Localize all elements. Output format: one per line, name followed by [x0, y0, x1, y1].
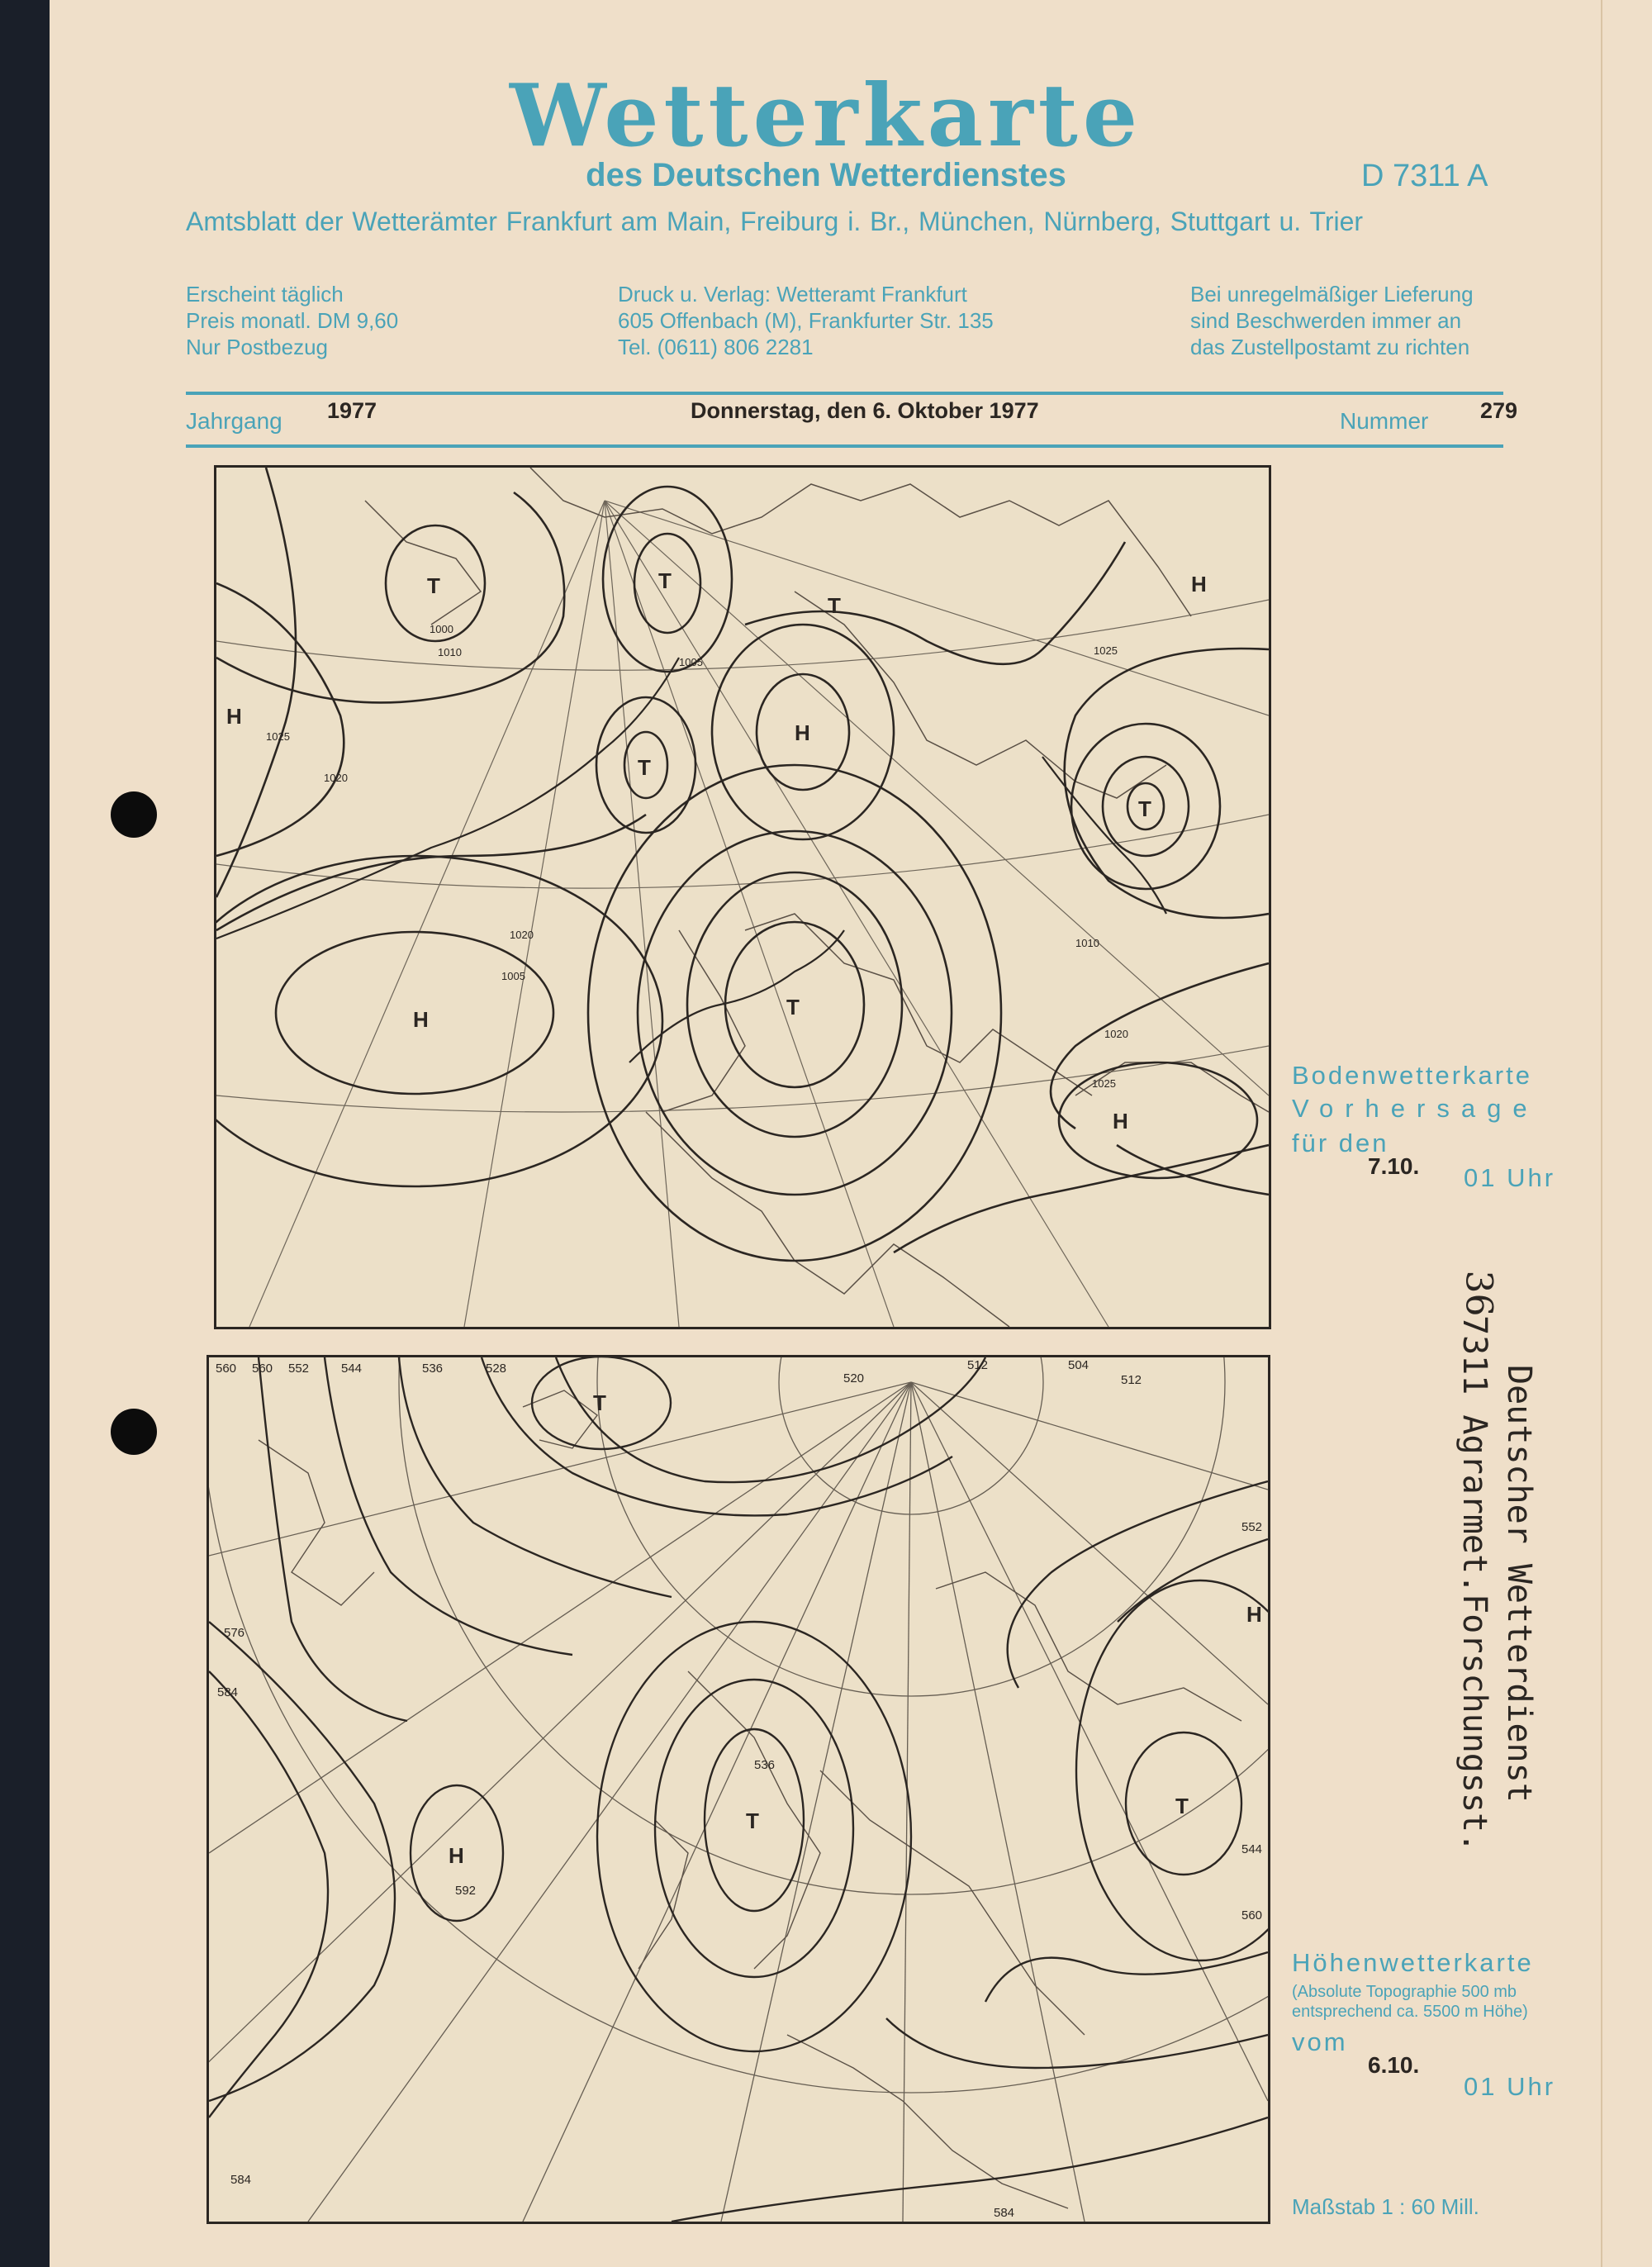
info-line: Erscheint täglich — [186, 282, 344, 307]
contour-label: 560 — [216, 1362, 237, 1376]
contour-label: 592 — [455, 1884, 477, 1898]
page-edge — [1601, 0, 1652, 2267]
info-right — [1190, 281, 1474, 360]
info-line: Druck u. Verlag: Wetteramt Frankfurt — [618, 282, 967, 307]
contour-label: 560 — [1241, 1908, 1263, 1922]
pressure-center-label: T — [427, 573, 440, 598]
pressure-center-label: H — [413, 1007, 429, 1032]
pressure-center-label: T — [1138, 796, 1151, 821]
punch-hole — [111, 1409, 157, 1455]
pressure-center-label: T — [638, 755, 651, 780]
publication-code: D 7311 A — [1361, 159, 1488, 193]
graticule — [209, 1357, 1268, 2222]
stamp-line: 7311 Agrarmet.Forschungsst. — [1455, 1315, 1493, 1853]
isobar-label: 1020 — [510, 929, 534, 941]
contour-label: 528 — [486, 1362, 507, 1376]
isobar-label: 1000 — [430, 623, 453, 635]
info-center — [618, 281, 994, 360]
stamp-line: Deutscher Wetterdienst — [1500, 1365, 1538, 1803]
info-line: Bei unregelmäßiger Lieferung — [1190, 282, 1474, 307]
isobars — [216, 468, 1269, 1261]
nummer-label: Nummer — [1340, 408, 1429, 434]
contour-label: 504 — [1068, 1358, 1089, 1372]
isobar-label: 1010 — [1075, 937, 1099, 949]
surface-map-forecast: Vorhersage — [1292, 1094, 1539, 1123]
surface-map-time: 01 Uhr — [1464, 1163, 1556, 1192]
pressure-center-label: T — [593, 1390, 606, 1415]
pressure-center-label: T — [746, 1808, 759, 1833]
info-line: Preis monatl. DM 9,60 — [186, 308, 399, 333]
contour-label: 512 — [1121, 1373, 1142, 1387]
contour-values — [216, 1358, 1262, 2220]
contour-label: 536 — [754, 1758, 776, 1772]
contour-label: 520 — [843, 1371, 865, 1385]
upper-map-note: (Absolute Topographie 500 mb — [1292, 1983, 1517, 2001]
graticule — [216, 501, 1269, 1327]
contour-label: 584 — [230, 2173, 252, 2187]
contour-label: 536 — [422, 1362, 444, 1376]
map-scale: Maßstab 1 : 60 Mill. — [1292, 2194, 1479, 2219]
surface-map-fur: für den — [1292, 1129, 1389, 1157]
amtsblatt-line: Amtsblatt der Wetterämter Frankfurt am Main, Freiburg i. Br., München, Nürnberg, Stuttgart u. Trier — [186, 207, 1364, 236]
isobar-label: 1020 — [1104, 1028, 1128, 1040]
surface-map-date: 7.10. — [1368, 1153, 1420, 1179]
info-line: Tel. (0611) 806 2281 — [618, 335, 814, 359]
upper-map-title: Höhenwetterkarte — [1292, 1948, 1534, 1977]
upper-map-date: 6.10. — [1368, 2052, 1420, 2078]
upper-map-note: entsprechend ca. 5500 m Höhe) — [1292, 2003, 1528, 2021]
pressure-center-label: H — [449, 1843, 464, 1868]
masthead-title: Wetterkarte — [510, 64, 1142, 166]
nummer-value: 279 — [1480, 398, 1518, 423]
pressure-center-labels — [226, 568, 1207, 1134]
contour-label: 560 — [252, 1362, 273, 1376]
binding-edge — [0, 0, 50, 2267]
contour-label: 552 — [1241, 1520, 1263, 1534]
pressure-center-label: H — [226, 704, 242, 729]
pressure-center-label: H — [1113, 1109, 1128, 1134]
surface-map-title: Bodenwetterkarte — [1292, 1061, 1532, 1090]
header-rule-bottom — [186, 444, 1503, 448]
contour-label: 544 — [1241, 1842, 1263, 1856]
isobar-label: 1025 — [1094, 644, 1118, 657]
pressure-center-label: T — [786, 995, 800, 1019]
pressure-center-label: T — [658, 568, 672, 593]
upper-map-drawing — [209, 1357, 1268, 2222]
jahrgang-label: Jahrgang — [186, 408, 282, 434]
jahrgang-value: 1977 — [327, 398, 377, 423]
header-rule-top — [186, 392, 1503, 395]
pressure-center-label: H — [1246, 1602, 1262, 1627]
info-line: sind Beschwerden immer an — [1190, 308, 1462, 333]
surface-weather-map — [214, 465, 1271, 1329]
pressure-center-label: H — [795, 720, 810, 745]
isobar-label: 1005 — [679, 656, 703, 668]
info-line: 605 Offenbach (M), Frankfurter Str. 135 — [618, 308, 994, 333]
contour-label: 512 — [967, 1358, 989, 1372]
isobar-label: 1025 — [1092, 1077, 1116, 1090]
info-left — [186, 281, 398, 360]
contours — [209, 1357, 1268, 2222]
pressure-center-label: T — [1175, 1794, 1189, 1818]
upper-air-map — [206, 1355, 1270, 2224]
info-line: Nur Postbezug — [186, 335, 328, 359]
contour-label: 584 — [217, 1685, 239, 1699]
isobar-label: 1020 — [324, 772, 348, 784]
stamp-number: 36 — [1457, 1270, 1500, 1317]
contour-label: 576 — [224, 1626, 245, 1640]
upper-map-vom: vom — [1292, 2027, 1348, 2056]
isobar-label: 1005 — [501, 970, 525, 982]
info-line: das Zustellpostamt zu richten — [1190, 335, 1470, 359]
upper-map-time: 01 Uhr — [1464, 2072, 1556, 2101]
issue-date: Donnerstag, den 6. Oktober 1977 — [691, 398, 1039, 423]
contour-label: 584 — [994, 2206, 1015, 2220]
pressure-center-label: T — [828, 593, 841, 618]
isobar-label: 1025 — [266, 730, 290, 743]
pressure-center-label: H — [1191, 572, 1207, 596]
masthead-subtitle: des Deutschen Wetterdienstes — [586, 157, 1066, 193]
punch-hole — [111, 791, 157, 838]
contour-label: 544 — [341, 1362, 363, 1376]
surface-map-drawing — [216, 468, 1269, 1327]
contour-label: 552 — [288, 1362, 310, 1376]
isobar-label: 1010 — [438, 646, 462, 658]
